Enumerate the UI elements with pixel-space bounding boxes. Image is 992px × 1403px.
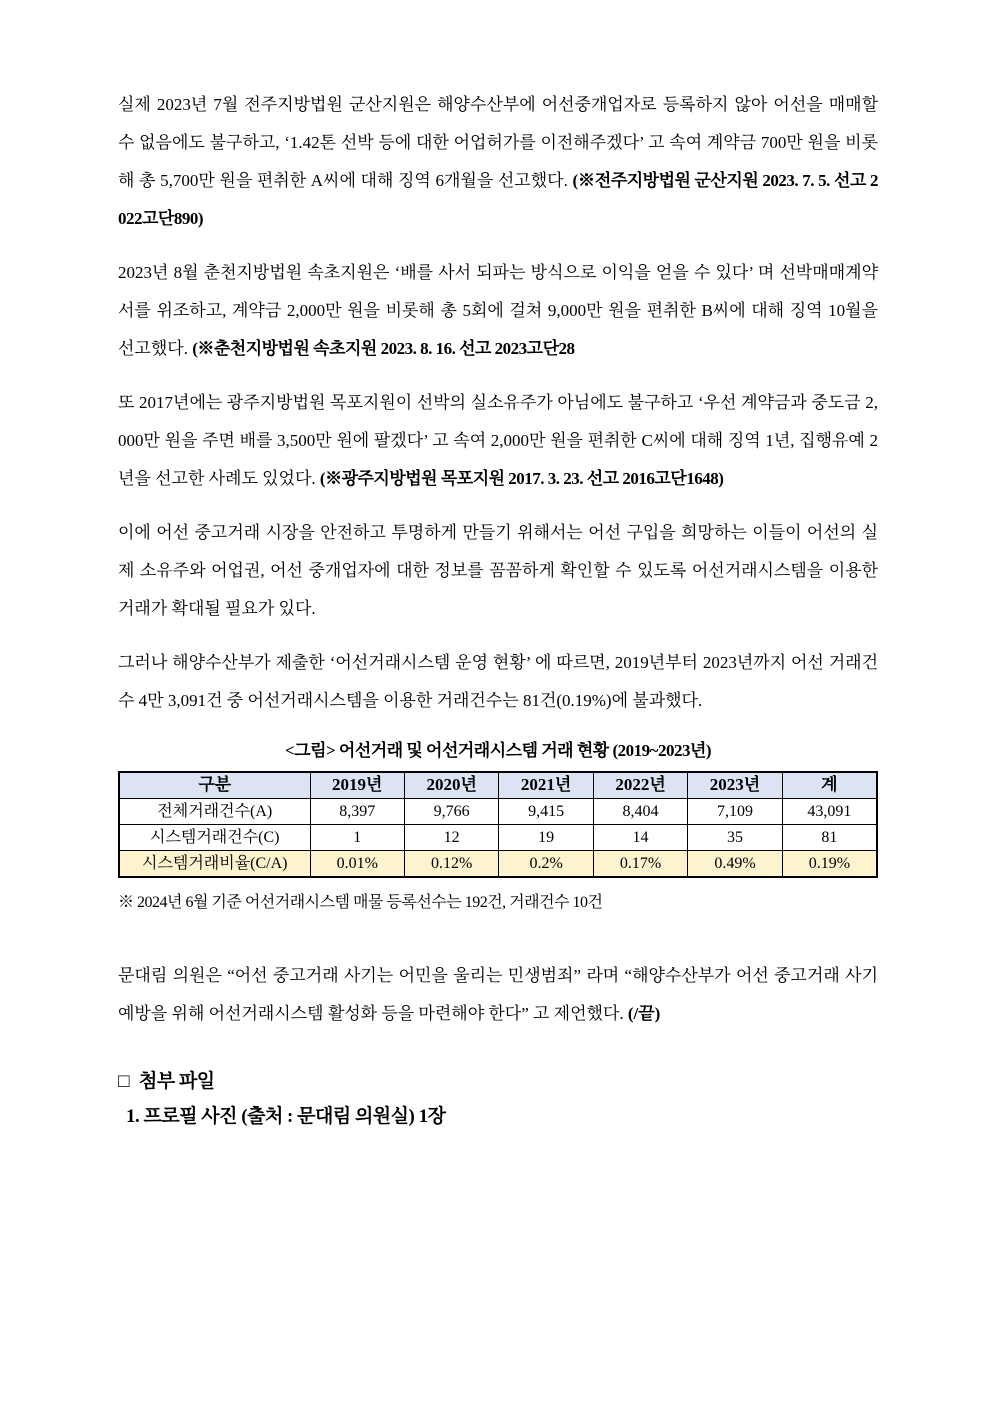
table-footnote: ※ 2024년 6월 기준 어선거래시스템 매물 등록선수는 192건, 거래건수 10건 [118,894,603,911]
table-cell: 43,091 [782,799,877,825]
table-cell: 0.17% [593,851,687,878]
table-cell: 9,766 [404,799,498,825]
paragraph-text: 실제 2023년 7월 전주지방법원 군산지원은 해양수산부에 어선중개업자로 등록하지 않아 어선을 매매할 수 없음에도 불구하고, ‘1.42톤 선박 등에 대한 어업허가를 이전해주겠다’ 고 속여 계약금 700만 원을 비롯해 총 5,700만 원을 편취한 A씨에 대해 징역 6개월을 선고했다. [118,95,878,190]
table-cell: 12 [404,825,498,851]
attachments-header [118,1065,878,1099]
table-header-cell: 2019년 [310,772,404,799]
attachments-section [118,1065,878,1135]
table-cell: 0.01% [310,851,404,878]
paragraph-case-1 [118,86,878,238]
table-cell: 0.49% [688,851,782,878]
figure-table [118,771,878,878]
table-header-cell: 계 [782,772,877,799]
table-cell: 8,404 [593,799,687,825]
attachment-item: 1. 프로필 사진 (출처 : 문대림 의원실) 1장 [126,1106,446,1127]
paragraph-text: 또 2017년에는 광주지방법원 목포지원이 선박의 실소유주가 아님에도 불구하고 ‘우선 계약금과 중도금 2,000만 원을 주면 배를 3,500만 원에 팔겠다’ 고 속여 2,000만 원을 편취한 C씨에 대해 징역 1년, 집행유예 2년을 선고한 사례도 있었다. [118,393,878,488]
paragraph-case-2 [118,254,878,368]
table-header-cell: 2022년 [593,772,687,799]
figure-title: <그림> 어선거래 및 어선거래시스템 거래 현황 (2019~2023년) [284,741,712,760]
table-row-total [119,799,877,825]
table-cell: 19 [499,825,593,851]
table-cell: 14 [593,825,687,851]
paragraph-statistics [118,644,878,720]
table-cell: 0.19% [782,851,877,878]
table-cell: 9,415 [499,799,593,825]
table-header-row [119,772,877,799]
end-mark: (/끝) [627,1004,661,1023]
table-row-system [119,825,877,851]
case-reference: (※전주지방법원 군산지원 2023. 7. 5. 선고 2022고단890) [118,171,878,228]
case-reference: (※광주지방법원 목포지원 2017. 3. 23. 선고 2016고단1648) [319,469,724,488]
paragraph-case-3 [118,384,878,498]
table-header-cell: 구분 [119,772,310,799]
row-label: 시스템거래건수(C) [119,825,310,851]
table-header-cell: 2023년 [688,772,782,799]
square-bullet-icon: □ [118,1071,129,1092]
row-label: 전체거래건수(A) [119,799,310,825]
table-cell: 8,397 [310,799,404,825]
paragraph-text: 문대림 의원은 “어선 중고거래 사기는 어민을 울리는 민생범죄” 라며 “해양수산부가 어선 중고거래 사기 예방을 위해 어선거래시스템 활성화 등을 마련해야 한다” 고 제언했다. [118,966,878,1023]
paragraph-closing [118,957,878,1033]
table-cell: 0.12% [404,851,498,878]
table-header-cell: 2020년 [404,772,498,799]
table-row-ratio [119,851,877,878]
row-label: 시스템거래비율(C/A) [119,851,310,878]
table-cell: 7,109 [688,799,782,825]
paragraph-text: 그러나 해양수산부가 제출한 ‘어선거래시스템 운영 현황’ 에 따르면, 2019년부터 2023년까지 어선 거래건수 4만 3,091건 중 어선거래시스템을 이용한 거래건수는 81건(0.19%)에 불과했다. [118,653,878,710]
table-cell: 1 [310,825,404,851]
table-cell: 81 [782,825,877,851]
paragraph-text: 이에 어선 중고거래 시장을 안전하고 투명하게 만들기 위해서는 어선 구입을 희망하는 이들이 어선의 실제 소유주와 어업권, 어선 중개업자에 대한 정보를 꼼꼼하게 확인할 수 있도록 어선거래시스템을 이용한 거래가 확대될 필요가 있다. [118,523,878,618]
case-reference: (※춘천지방법원 속초지원 2023. 8. 16. 선고 2023고단28 [192,339,575,358]
table-header-cell: 2021년 [499,772,593,799]
attachments-header-label: 첨부 파일 [138,1071,215,1092]
table-cell: 0.2% [499,851,593,878]
table-cell: 35 [688,825,782,851]
paragraph-system-need [118,514,878,628]
paragraph-text: 2023년 8월 춘천지방법원 속초지원은 ‘배를 사서 되파는 방식으로 이익을 얻을 수 있다’ 며 선박매매계약서를 위조하고, 계약금 2,000만 원을 비롯해 총 5회에 걸쳐 9,000만 원을 편취한 B씨에 대해 징역 10월을 선고했다. [118,263,878,358]
